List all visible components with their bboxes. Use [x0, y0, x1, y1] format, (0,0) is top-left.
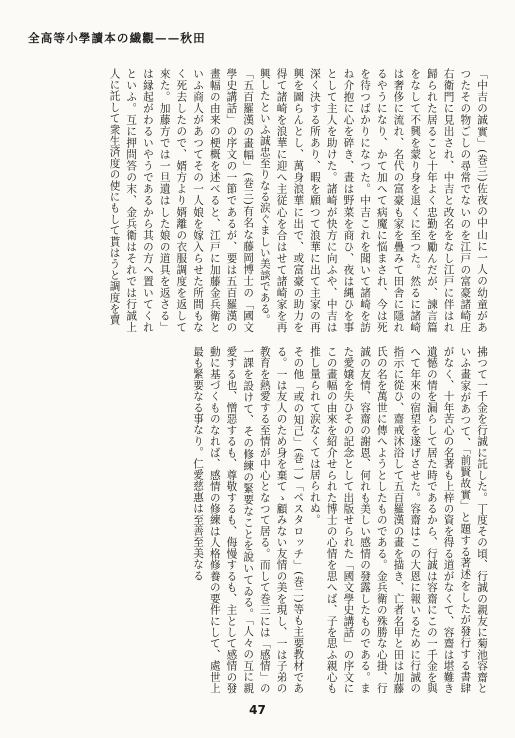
running-header: 全高等小學讀本の繊觀——秋田 — [28, 31, 206, 45]
lower-text-block — [30, 346, 490, 694]
page-number: 47 — [249, 703, 266, 717]
paragraph-gyosei: 拂つて一千金を行誠に託した。丁度その頃、行誠の親友に菊池容齋といふ畫家があつて、「前賢故實」と題する著述をしたが發行する書肆がなく、十年苦心の名著も上梓の資を得る道がなくて、容齋は堪難き遺憾の情を漏らして居た時であるから、行誠は容齋にこの一千金を與へて年來の宿望を遂げさせた。容齋はこの大恩に報いるために行誠の指示に從ひ、齋戒沐浴して五百羅漢の畫を描き、亡者名甲と田は加藤氏の名を萬世に傳へようとしたものである。金兵衛の殊勝な心掛、行誠の友情、容齋の謝恩、何れも美しい感情の發露したものである。また愛嬢を失ひその記念として出版せられた「國文學史講話」の序文にこの畫幅の由來を紹介せられた博士の心情を思へば、子を思ふ親心も推し量られて涙なくては居られぬ。 — [308, 346, 488, 694]
upper-text-block — [30, 68, 490, 333]
paragraph-other-materials: その他「或の知己」(巻一)「ペスタロッチ」(巻二)等も主要教材である。一は友人のため身を棄てゝ顧みない友情の美を現し、一は子弟の教育を熱愛する至情が中心となつて居る。而して巻三には「感情」の一課を設けて、その修練の緊要なことを說いてゐる。「人々の互に親愛する也、憎惡するも、尊敬するも、侮慢するも、主として感情の發動に基づくものなれば、感情の修練は人格修養の要件にして、處世上最も緊要なる事なり。仁愛慈惠は至善至美なる — [192, 346, 305, 694]
paragraph-chukichi: 「中吉の誠實」(巻三)佐夜の中山に一人の幼童があつたその物ごしの尋常でないのを江戸の富豪諸崎庄右衛門に見出され、中吉と改名をなし江戸に伴はれ歸られた居ること十年よく忠勤を勵んだが、諫言篇をなして不興を蒙り身を退くに至つた。然るに諸崎は奢侈に流れ、名代の富豪も家を疊みて田舎に隱れるやうになり、かて加へて病魔に悩まされ、今は死を待つばかりになつた。中吉これを聞いて諸崎を訪ね介抱に心を碎き、晝は野菜を商ひ、夜は縄ひを事として主人を助けた。諸崎が快方に向ふや、中吉は深く決する所あり、暇を願つて浪華に出て主家の再興を圖らんとし、萬身浪華に出で、或富豪の助力を得て諸崎を浪華に迎へ主従心を合はせて諸崎家を再興したといふ誠忠至りなる涙ぐましい美談である。 — [258, 68, 488, 333]
paragraph-gohyaku-rakan: 「五百羅漢の畫幅」(巻三)有名な藤岡博士の「國文學史講話」の序文の一節であるが、要は五百羅漢の畫幅の由来の梗概を述べると、江戸に加藤金兵衛といふ商人があつてその一人娘を嫁入らせた所間もなく死去したので、婿方より婿離の衣服調度を返して來た。加藤方では一旦遺はした娘の道具を返さる」は縁起がわるいやうであるから其の方へ置いてくれといふ。互に押問答の末、金兵衛はそれでは行誠上人に託して衆生済度の使にもして貰はうと調度を賣 — [108, 68, 255, 333]
